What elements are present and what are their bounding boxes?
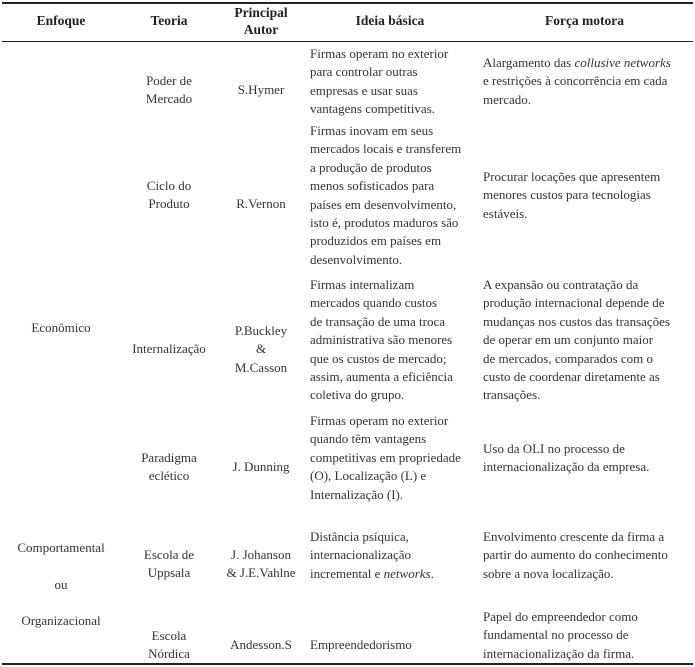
row6-forca: Papel do empreendedor como fundamental no processo de internacionalização da firma. — [483, 609, 638, 661]
table-top-rule — [2, 2, 693, 4]
row5-forca: Envolvimento crescente da firma a partir do aumento do conhecimento sobre a nova localização. — [483, 529, 668, 581]
row6-teoria: Escola Nórdica — [148, 628, 190, 662]
header-enfoque: Enfoque — [36, 13, 86, 28]
row3-forca: A expansão ou contratação da produção internacional depende de mudanças nos custos das transações de operar em um conjunto maior de mercados, comparados com o custo de coordenar diretamente as transações. — [483, 277, 671, 403]
group-ou: ou — [54, 577, 68, 592]
row4-teoria: Paradigma eclético — [141, 450, 197, 484]
group-organizacional: Organizacional — [21, 613, 101, 628]
header-autor: Principal Autor — [234, 5, 288, 37]
row1-teoria: Poder de Mercado — [145, 73, 193, 107]
group-economico: Econômico — [31, 320, 91, 335]
row3-autor: P.Buckley & M.Casson — [234, 323, 288, 375]
header-ideia: Ideia básica — [355, 13, 425, 28]
row4-ideia: Firmas operam no exterior quando têm vantagens competitivas em propriedade (O), Localização (L) e Internalização (I). — [310, 413, 461, 502]
row2-forca: Procurar locações que apresentem menores custos para tecnologias estáveis. — [483, 169, 661, 221]
row2-ideia: Firmas inovam em seus mercados locais e transferem a produção de produtos menos sofisticados para países em desenvolvimento, isto é, produtos maduros são produzidos em países em desenvolvimento. — [310, 123, 462, 267]
header-bottom-rule — [2, 41, 693, 42]
row1-autor: S.Hymer — [237, 82, 285, 97]
group-comportamental: Comportamental — [17, 540, 105, 555]
row2-teoria: Ciclo do Produto — [146, 178, 192, 212]
header-forca: Força motora — [544, 13, 625, 28]
header-teoria: Teoria — [150, 13, 188, 28]
row1-ideia: Firmas operam no exterior para controlar outras empresas e usar suas vantagens competitivas. — [310, 46, 449, 117]
row3-teoria: Internalização — [132, 341, 206, 356]
row4-autor: J. Dunning — [232, 459, 290, 474]
row1-forca: Alargamento das collusive networks e restrições à concorrência em cada mercado. — [483, 55, 671, 107]
row3-ideia: Firmas internalizam mercados quando custos de transação de uma troca administrativa são menores que os custos de mercado; assim, aumenta a eficiência coletiva do grupo. — [310, 277, 453, 403]
row5-ideia: Distância psíquica, internacionalização incremental e networks. — [310, 529, 434, 581]
row6-autor: Andesson.S — [230, 637, 292, 652]
row5-teoria: Escola de Uppsala — [143, 547, 195, 581]
row4-forca: Uso da OLI no processo de internacionalização da empresa. — [483, 441, 650, 475]
row5-autor: J. Johanson & J.E.Vahlne — [226, 547, 296, 581]
table-bottom-rule — [2, 663, 693, 665]
row2-autor: R.Vernon — [236, 196, 286, 211]
row6-ideia: Empreendedorismo — [310, 637, 412, 652]
